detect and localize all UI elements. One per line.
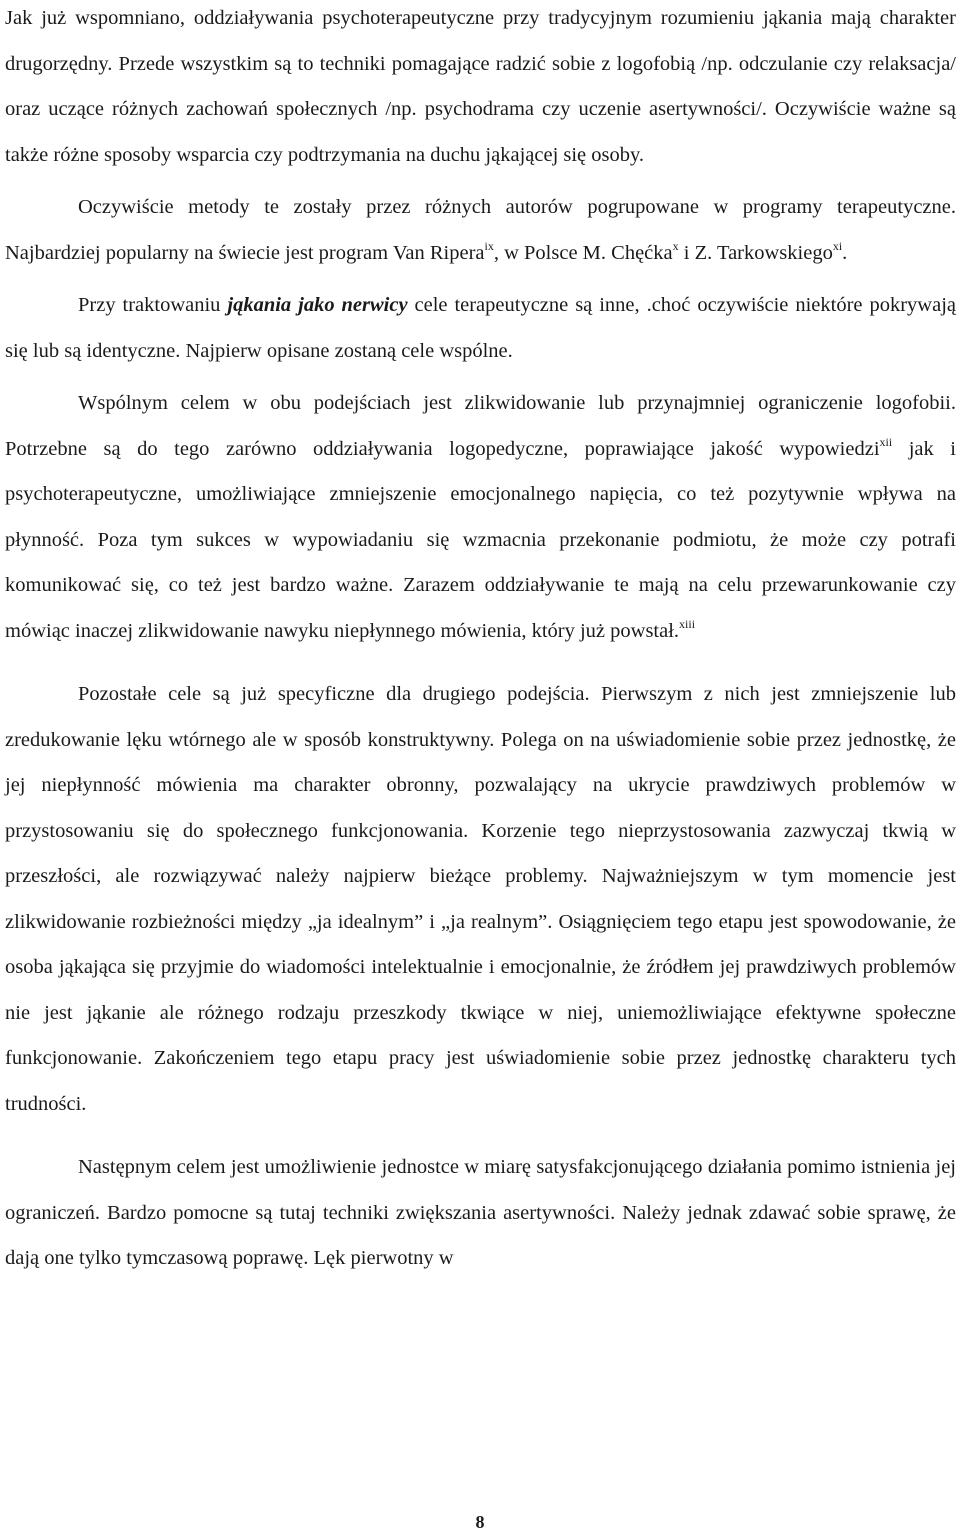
paragraph-1-text: Jak już wspomniano, oddziaływania psychoterapeutyczne przy tradycyjnym rozumieniu jąkania mają charakter drugorzędny. Przede wszystkim są to techniki pomagające radzić sobie z logofobią /np. odczulanie czy relaksacja/ oraz uczące różnych zachowań społecznych /np. psychodrama czy uczenie asertywności/. Oczywiście ważne są także różne sposoby wsparcia czy podtrzymania na duchu jąkającej się osoby. xyxy=(5,7,956,166)
endnote-marker-xii: xii xyxy=(879,434,893,449)
endnote-marker-xi: xi xyxy=(832,238,843,253)
paragraph-3-text-a: Przy traktowaniu xyxy=(78,294,228,316)
paragraph-3-text-b: cele terapeutyczne są inne, .choć oczywiście niektóre pokrywają się lub są identyczne. Najpierw opisane zostaną cele wspólne. xyxy=(5,294,956,362)
endnote-marker-ix: ix xyxy=(484,238,494,253)
paragraph-5-text: Pozostałe cele są już specyficzne dla drugiego podejścia. Pierwszym z nich jest zmniejszenie lub zredukowanie lęku wtórnego ale w sposób konstruktywny. Polega on na uświadomienie sobie przez jednostkę, że jej niepłynność mówienia ma charakter obronny, pozwalający na ukrycie prawdziwych problemów w przystosowaniu się do społecznego funkcjonowania. Korzenie tego nieprzystosowania zazwyczaj tkwią w przeszłości, ale rozwiązywać należy najpierw bieżące problemy. Najważniejszym w tym momencie jest zlikwidowanie rozbieżności między „ja idealnym” i „ja realnym”. Osiągnięciem tego etapu jest spowodowanie, że osoba jąkająca się przyjmie do wiadomości intelektualnie i emocjonalnie, że źródłem jej prawdziwych problemów nie jest jąkanie ale różnego rodzaju przeszkody tkwiące w niej, uniemożliwiające efektywne społeczne funkcjonowanie. Zakończeniem tego etapu pracy jest uświadomienie sobie przez jednostkę charakteru tych trudności. xyxy=(5,683,956,1115)
endnote-marker-xiii: xiii xyxy=(679,616,696,631)
paragraph-6-text: Następnym celem jest umożliwienie jednostce w miarę satysfakcjonującego działania pomimo istnienia jej ograniczeń. Bardzo pomocne są tutaj techniki zwiększania asertywności. Należy jednak zdawać sobie sprawę, że dają one tylko tymczasową poprawę. Lęk pierwotny w xyxy=(5,1156,956,1269)
paragraph-5 xyxy=(5,672,956,1127)
document-page xyxy=(5,0,956,1282)
paragraph-6 xyxy=(5,1145,956,1282)
paragraph-2-text-d: . xyxy=(842,241,848,264)
emphasized-term: jąkania jako nerwicy xyxy=(227,294,408,316)
paragraph-4-text-a: Wspólnym celem w obu podejściach jest zlikwidowanie lub przynajmniej ograniczenie logofobii. Potrzebne są do tego zarówno oddziaływania logopedyczne, poprawiające jakość wypowiedzi xyxy=(5,392,956,460)
paragraph-2-text-a: Oczywiście metody te zostały przez różnych autorów pogrupowane w programy terapeutyczne. Najbardziej popularny na świecie jest program Van Ripera xyxy=(5,196,956,264)
endnote-marker-x: x xyxy=(672,238,679,253)
paragraph-2-text-c: i Z. Tarkowskiego xyxy=(678,241,833,264)
paragraph-4-text-b: jak i psychoterapeutyczne, umożliwiające zmniejszenie emocjonalnego napięcia, co też pozytywnie wpływa na płynność. Poza tym sukces w wypowiadaniu się wzmacnia przekonanie podmiotu, że może czy potrafi komunikować się, co też jest bardzo ważne. Zarazem oddziaływanie te mają na celu przewarunkowanie czy mówiąc inaczej zlikwidowanie nawyku niepłynnego mówienia, który już powstał. xyxy=(5,437,956,642)
paragraph-4 xyxy=(5,381,956,654)
page-number: 8 xyxy=(475,1512,485,1532)
paragraph-1 xyxy=(5,0,956,178)
paragraph-2-text-b: , w Polsce M. Chęćka xyxy=(493,241,673,264)
paragraph-2 xyxy=(5,185,956,276)
paragraph-3 xyxy=(5,283,956,374)
